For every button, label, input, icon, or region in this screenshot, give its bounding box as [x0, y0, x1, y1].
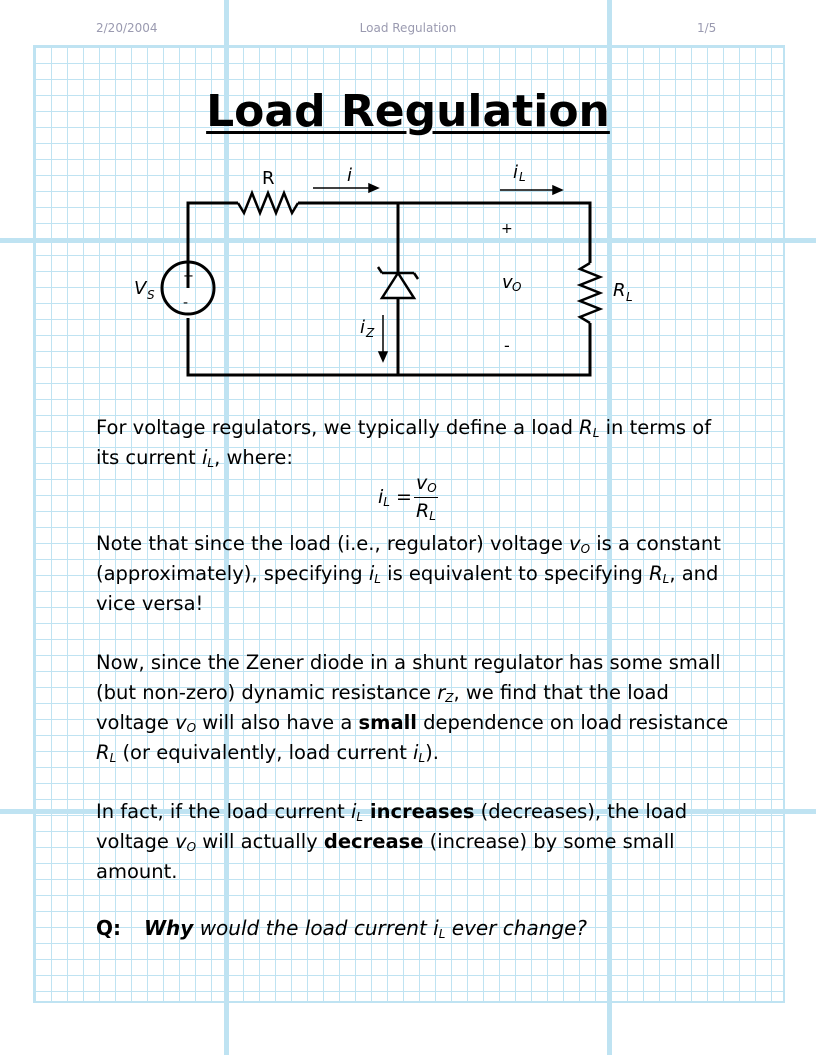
- equation-denominator: $R_L$: [416, 500, 436, 523]
- resistor-r: [238, 193, 298, 213]
- emphasis-small: small: [358, 711, 417, 734]
- text: Now, since the Zener diode in a shunt regulator has some small (but non-zero) dynamic resistance: [96, 651, 721, 704]
- page-title: Load Regulation: [206, 86, 610, 137]
- symbol-vo: v: [569, 532, 581, 555]
- label-vo-sub: O: [512, 280, 522, 294]
- text: dependence on load resistance: [416, 711, 729, 734]
- text: , where:: [214, 446, 293, 469]
- text: (increase) by some small amount.: [96, 830, 675, 883]
- subscript: L: [592, 426, 600, 440]
- label-i: i: [347, 165, 353, 186]
- label-rl-sub: L: [626, 290, 633, 304]
- symbol-il: i: [413, 741, 419, 764]
- subscript: O: [580, 542, 591, 556]
- current-iz-arrowhead: [379, 352, 387, 361]
- symbol-il: i: [351, 800, 357, 823]
- label-iz-sub: Z: [366, 326, 375, 340]
- emphasis-increases: increases: [363, 800, 475, 823]
- question-text: Why would the load current $i_L$ ever change?: [144, 916, 588, 941]
- subscript: L: [109, 751, 117, 765]
- header-title: Load Regulation: [359, 21, 457, 35]
- emphasis-why: Why: [144, 916, 194, 940]
- label-il: i: [513, 162, 519, 183]
- label-vo-plus: +: [501, 221, 513, 237]
- text: (decreases), the load voltage: [96, 800, 688, 853]
- header-page-number: 1/5: [697, 21, 717, 35]
- label-vo-minus: -: [504, 336, 510, 355]
- subscript: L: [207, 456, 215, 470]
- label-iz: i: [360, 317, 366, 338]
- wire: [188, 203, 238, 288]
- symbol-rl: R: [649, 562, 663, 585]
- subscript: L: [418, 751, 426, 765]
- symbol-rl: R: [96, 741, 110, 764]
- text: is a constant (approximately), specifying: [96, 532, 721, 585]
- symbol-rz: r: [437, 681, 446, 704]
- text: In fact, if the load current: [96, 800, 351, 823]
- label-rl: R: [613, 280, 626, 301]
- text: Note that since the load (i.e., regulator) voltage: [96, 532, 570, 555]
- symbol-il: i: [201, 446, 208, 469]
- paragraph-zener-resistance: [96, 648, 736, 768]
- zener-diode: [382, 273, 414, 298]
- symbol-vo: v: [175, 830, 187, 853]
- fraction-bar: [414, 497, 438, 498]
- equation-lhs: $i_L$ =: [378, 486, 412, 509]
- text: For voltage regulators, we typically define a load: [96, 416, 580, 439]
- text: , and vice versa!: [96, 562, 719, 615]
- subscript: Z: [445, 691, 454, 705]
- text: will also have a: [196, 711, 359, 734]
- text: in terms of its current: [96, 416, 712, 469]
- symbol-il: i: [368, 562, 375, 585]
- subscript: O: [186, 721, 197, 735]
- label-vs-sub: S: [147, 288, 155, 302]
- label-il-sub: L: [519, 170, 526, 184]
- text: , we find that the load voltage: [96, 681, 669, 734]
- subscript: L: [374, 572, 381, 586]
- current-il-arrowhead: [553, 186, 562, 194]
- paragraph-load-definition: [96, 413, 736, 473]
- symbol-vo: v: [175, 711, 187, 734]
- label-r: R: [262, 168, 275, 189]
- question-label: Q:: [96, 916, 121, 940]
- resistor-rl: [580, 263, 600, 323]
- paragraph-constant-voltage: [96, 529, 736, 619]
- subscript: L: [356, 810, 364, 824]
- current-i-arrowhead: [369, 184, 378, 192]
- paragraph-load-current-increase: [96, 797, 736, 887]
- label-vs: V: [134, 278, 147, 299]
- header-date: 2/20/2004: [96, 21, 158, 35]
- text: ).: [425, 741, 439, 764]
- label-source-plus: +: [183, 269, 194, 284]
- wire: [298, 203, 590, 263]
- subscript: L: [662, 572, 670, 586]
- symbol-rl: R: [579, 416, 593, 439]
- wire: [188, 318, 590, 375]
- emphasis-decrease: decrease: [323, 830, 424, 853]
- text: is equivalent to specifying: [380, 562, 650, 585]
- shunt-regulator-circuit-diagram: [120, 155, 640, 390]
- subscript: O: [186, 840, 197, 854]
- question: [96, 916, 587, 940]
- text: will actually: [196, 830, 324, 853]
- label-vo: v: [502, 272, 513, 293]
- label-source-minus: -: [183, 295, 189, 311]
- equation-numerator: $v_O$: [416, 472, 437, 495]
- text: (or equivalently, load current: [116, 741, 414, 764]
